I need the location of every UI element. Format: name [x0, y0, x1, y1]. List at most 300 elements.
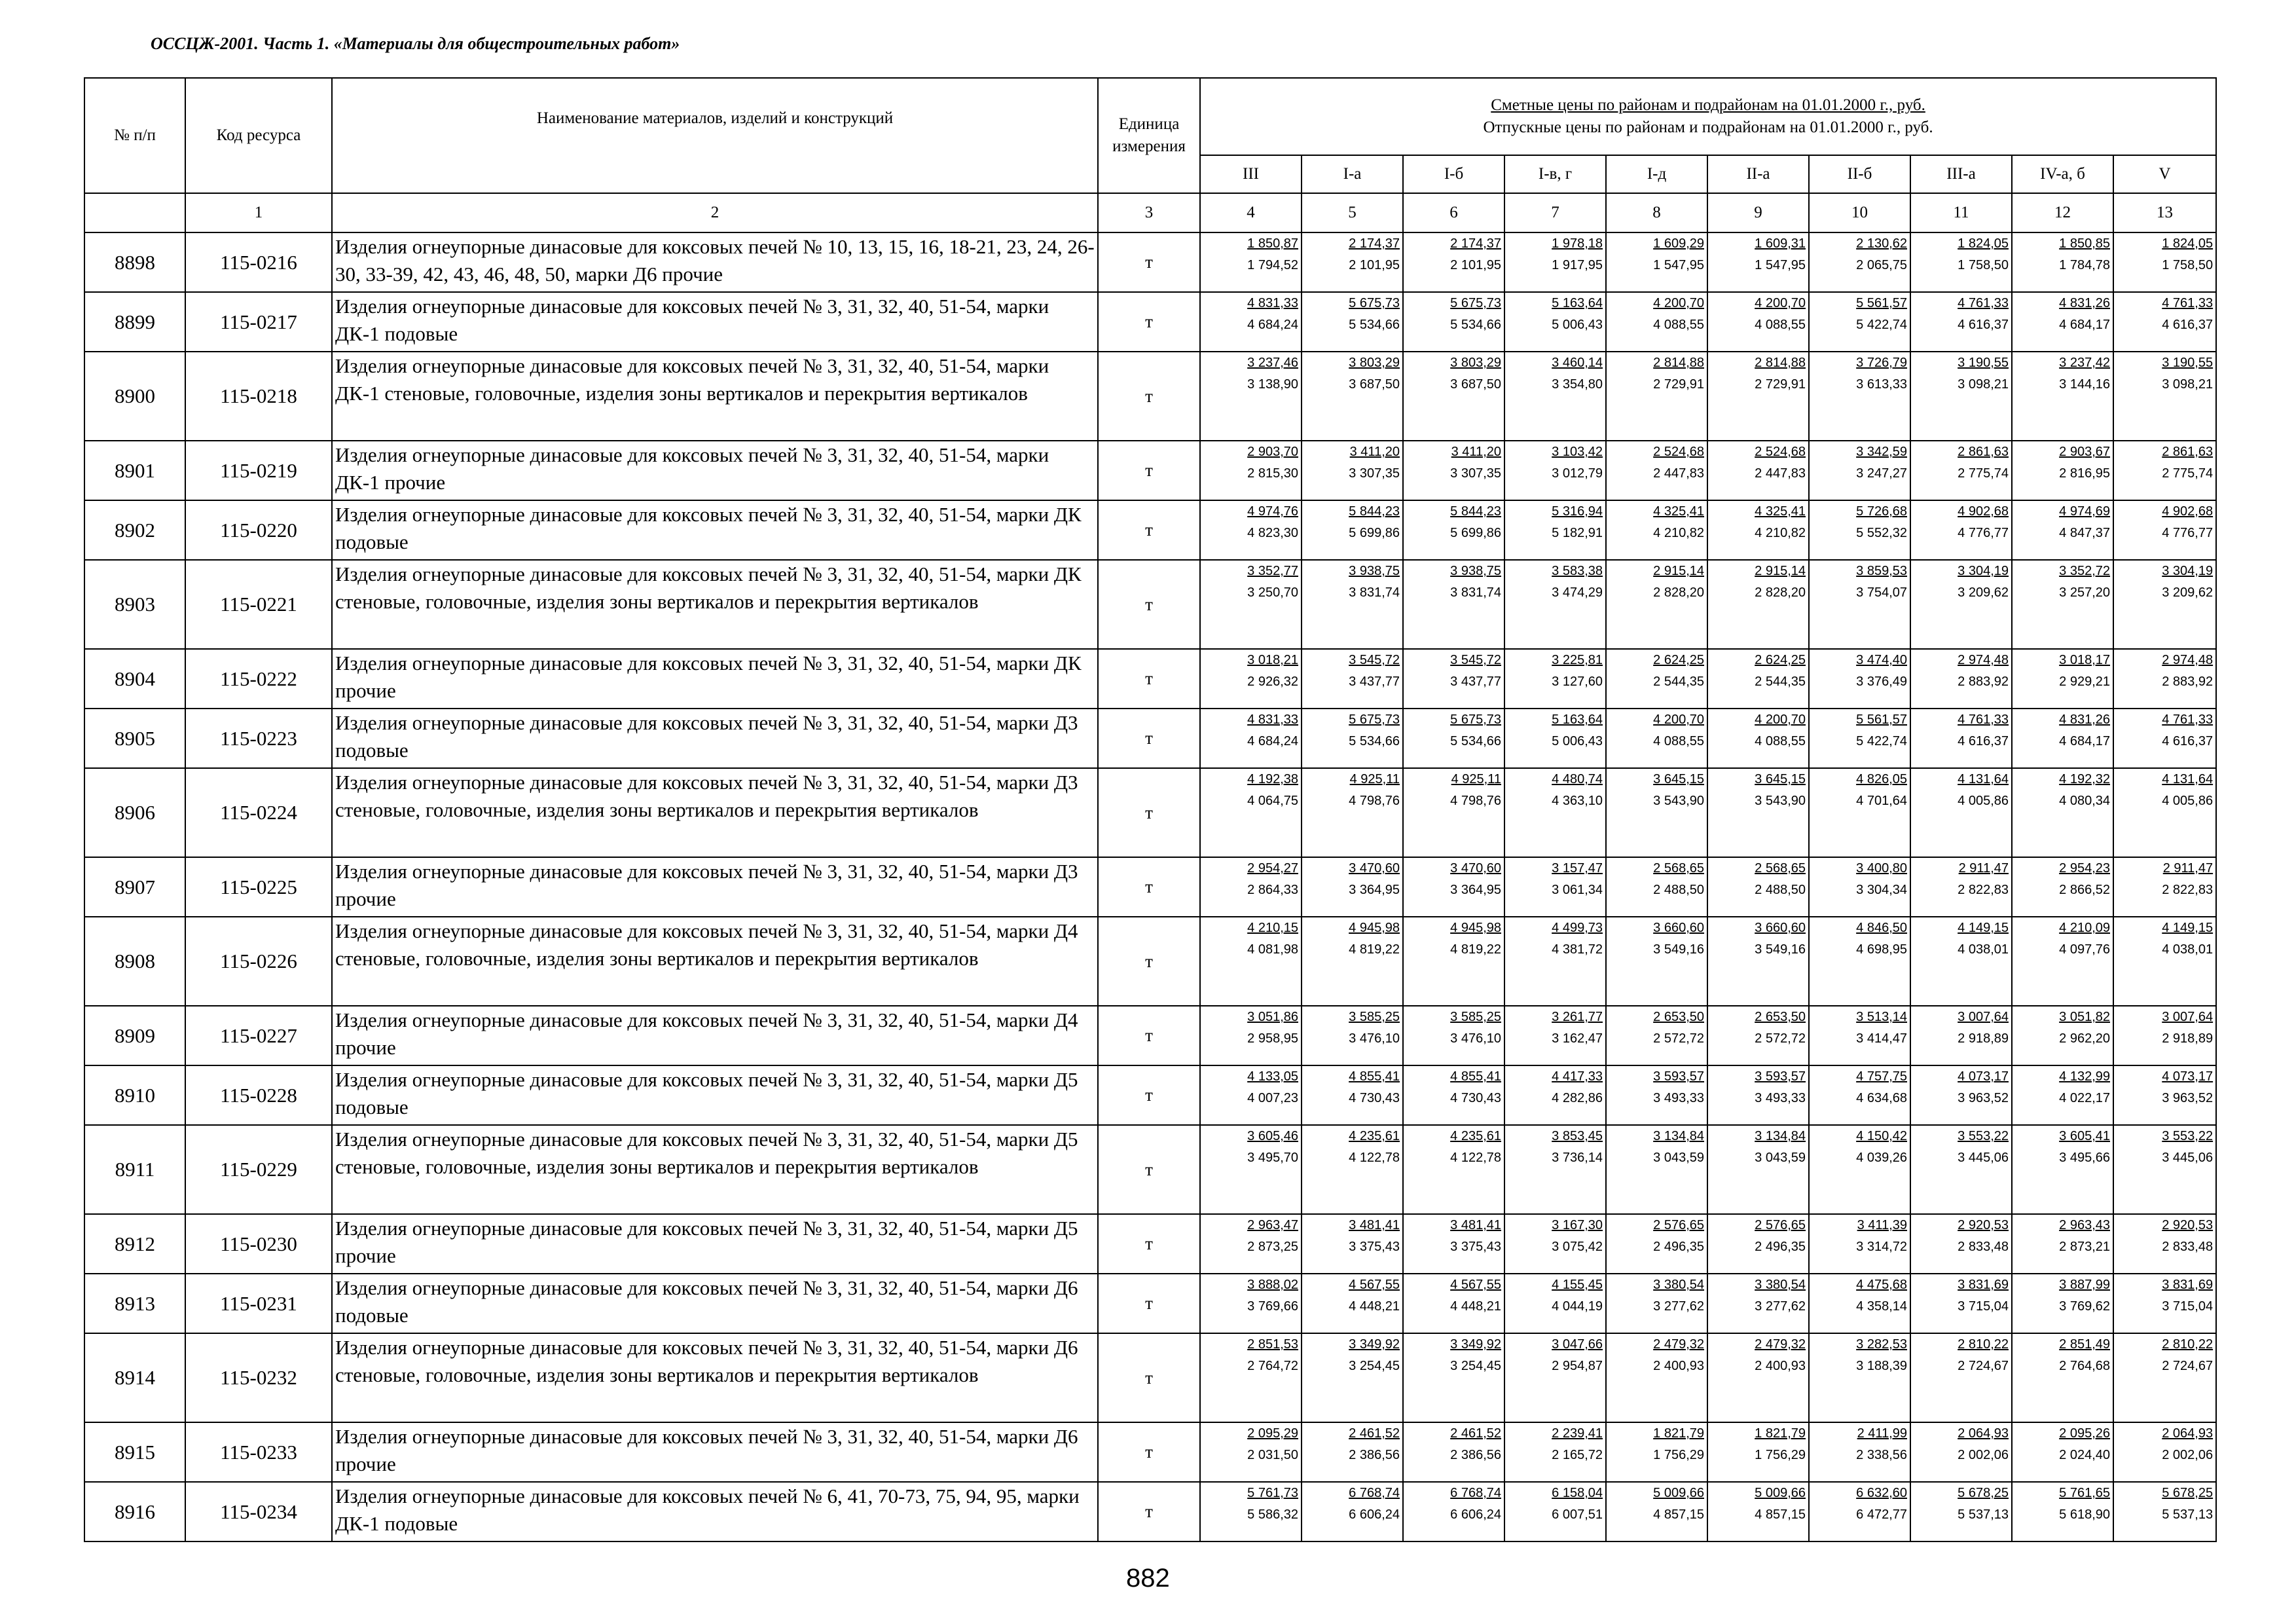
- price-cell: [1809, 1125, 1910, 1214]
- release-price: 4 038,01: [1958, 942, 2009, 957]
- release-price: 2 065,75: [1856, 258, 1907, 272]
- release-price: 6 606,24: [1349, 1507, 1400, 1522]
- price-cell: [1809, 1274, 1910, 1333]
- estimate-price: 2 064,93: [1958, 1426, 2009, 1441]
- estimate-price: 4 325,41: [1653, 504, 1704, 519]
- release-price: 4 210,82: [1653, 526, 1704, 540]
- release-price: 3 354,80: [1552, 377, 1603, 392]
- estimate-price: 4 974,76: [1247, 504, 1298, 519]
- price-cell: [1910, 649, 2012, 709]
- estimate-price: 4 567,55: [1450, 1278, 1501, 1292]
- estimate-price: 3 513,14: [1856, 1010, 1907, 1024]
- release-price: 2 873,25: [1247, 1240, 1298, 1254]
- row-number: 8908: [84, 917, 185, 1006]
- release-price: 5 699,86: [1450, 526, 1501, 540]
- release-price: 2 101,95: [1450, 258, 1501, 272]
- estimate-price: 5 009,66: [1653, 1486, 1704, 1500]
- estimate-price: 5 761,73: [1247, 1486, 1298, 1500]
- price-cell: [1910, 768, 2012, 857]
- release-price: 3 254,45: [1450, 1359, 1501, 1373]
- estimate-price: 3 349,92: [1349, 1337, 1400, 1352]
- release-price: 4 730,43: [1349, 1091, 1400, 1105]
- row-number: 8907: [84, 857, 185, 917]
- price-cell: [1707, 1333, 1809, 1422]
- estimate-price: 4 974,69: [2059, 504, 2110, 519]
- price-cell: [1403, 1422, 1504, 1482]
- estimate-price: 5 844,23: [1349, 504, 1400, 519]
- price-cell: [1910, 560, 2012, 649]
- estimate-price: 2 479,32: [1755, 1337, 1806, 1352]
- release-price: 2 002,06: [2162, 1448, 2214, 1462]
- release-price: 2 724,67: [2162, 1359, 2214, 1373]
- release-price: 4 798,76: [1349, 794, 1400, 808]
- release-price: 3 687,50: [1450, 377, 1501, 392]
- release-price: 5 534,66: [1349, 734, 1400, 748]
- column-number: 3: [1098, 193, 1200, 232]
- price-cell: [1910, 1214, 2012, 1274]
- price-cell: [1200, 1274, 1302, 1333]
- price-cell: [1809, 709, 1910, 768]
- estimate-price: 4 149,15: [2162, 921, 2214, 935]
- price-cell: [2113, 709, 2216, 768]
- price-cell: [1606, 1333, 1707, 1422]
- release-price: 2 866,52: [2059, 883, 2110, 897]
- price-cell: [1707, 441, 1809, 500]
- price-cell: [1200, 857, 1302, 917]
- estimate-price: 4 761,33: [1958, 712, 2009, 727]
- price-cell: [1403, 292, 1504, 352]
- estimate-price: 5 163,64: [1552, 712, 1603, 727]
- price-cell: [1910, 500, 2012, 560]
- column-number: 10: [1809, 193, 1910, 232]
- price-cell: [1606, 917, 1707, 1006]
- release-price: 4 282,86: [1552, 1091, 1603, 1105]
- estimate-price: 4 761,33: [2162, 296, 2214, 310]
- table-row: [84, 352, 2216, 441]
- price-cell: [1403, 768, 1504, 857]
- release-price: 3 375,43: [1450, 1240, 1501, 1254]
- price-cell: [2012, 1125, 2113, 1214]
- price-cell: [1910, 1125, 2012, 1214]
- price-cell: [2113, 1006, 2216, 1065]
- release-price: 2 165,72: [1552, 1448, 1603, 1462]
- release-price: 2 386,56: [1450, 1448, 1501, 1462]
- price-cell: [1302, 1482, 1403, 1541]
- table-row: [84, 500, 2216, 560]
- release-price: 4 007,23: [1247, 1091, 1298, 1105]
- resource-code: 115-0217: [185, 292, 332, 352]
- release-price: 4 122,78: [1349, 1151, 1400, 1165]
- unit: т: [1098, 857, 1200, 917]
- price-cell: [1910, 1422, 2012, 1482]
- estimate-price: 3 352,77: [1247, 564, 1298, 578]
- estimate-price: 3 167,30: [1552, 1218, 1603, 1232]
- release-price: 4 088,55: [1755, 318, 1806, 332]
- price-cell: [1403, 560, 1504, 649]
- estimate-price: 3 411,39: [1857, 1218, 1907, 1232]
- release-price: 3 437,77: [1450, 674, 1501, 689]
- release-price: 4 005,86: [1958, 794, 2009, 808]
- release-price: 3 687,50: [1349, 377, 1400, 392]
- release-price: 4 730,43: [1450, 1091, 1501, 1105]
- release-price: 3 715,04: [2162, 1299, 2214, 1314]
- release-price: 3 098,21: [2162, 377, 2214, 392]
- estimate-price: 3 282,53: [1856, 1337, 1907, 1352]
- release-price: 4 088,55: [1755, 734, 1806, 748]
- estimate-price: 6 632,60: [1856, 1486, 1907, 1500]
- price-cell: [2113, 1214, 2216, 1274]
- estimate-price: 3 645,15: [1653, 772, 1704, 786]
- price-cell: [1504, 1065, 1606, 1125]
- header-region: I-д: [1606, 155, 1707, 193]
- price-cell: [1504, 1333, 1606, 1422]
- estimate-price: 4 761,33: [1958, 296, 2009, 310]
- estimate-price: 4 945,98: [1450, 921, 1501, 935]
- estimate-price: 3 593,57: [1653, 1069, 1704, 1084]
- price-cell: [2012, 1333, 2113, 1422]
- price-cell: [1809, 1214, 1910, 1274]
- estimate-price: 2 576,65: [1653, 1218, 1704, 1232]
- header-name: Наименование материалов, изделий и конструкций: [332, 78, 1098, 193]
- estimate-price: 4 133,05: [1247, 1069, 1298, 1084]
- price-cell: [1910, 441, 2012, 500]
- estimate-price: 4 325,41: [1755, 504, 1806, 519]
- price-cell: [1504, 500, 1606, 560]
- header-region: II-б: [1809, 155, 1910, 193]
- release-price: 1 784,78: [2059, 258, 2110, 272]
- price-cell: [1606, 232, 1707, 292]
- row-number: 8909: [84, 1006, 185, 1065]
- price-cell: [2113, 857, 2216, 917]
- unit: т: [1098, 1274, 1200, 1333]
- material-name: Изделия огнеупорные динасовые для коксовых печей № 3, 31, 32, 40, 51-54, марки Д3 прочие: [332, 857, 1098, 917]
- price-cell: [1200, 352, 1302, 441]
- price-cell: [1809, 441, 1910, 500]
- release-price: 5 006,43: [1552, 734, 1603, 748]
- estimate-price: 2 624,25: [1653, 653, 1704, 667]
- release-price: 1 917,95: [1552, 258, 1603, 272]
- estimate-price: 3 380,54: [1755, 1278, 1806, 1292]
- price-cell: [1200, 649, 1302, 709]
- estimate-price: 3 007,64: [2162, 1010, 2214, 1024]
- resource-code: 115-0228: [185, 1065, 332, 1125]
- release-price: 4 819,22: [1349, 942, 1400, 957]
- resource-code: 115-0222: [185, 649, 332, 709]
- row-number: 8904: [84, 649, 185, 709]
- price-cell: [2012, 352, 2113, 441]
- price-cell: [1809, 917, 1910, 1006]
- price-cell: [1606, 292, 1707, 352]
- price-cell: [1707, 1125, 1809, 1214]
- price-cell: [1707, 1274, 1809, 1333]
- price-cell: [2113, 1333, 2216, 1422]
- price-cell: [1302, 649, 1403, 709]
- release-price: 2 386,56: [1349, 1448, 1400, 1462]
- estimate-price: 2 903,70: [1247, 445, 1298, 459]
- column-number: 5: [1302, 193, 1403, 232]
- estimate-price: 3 474,40: [1856, 653, 1907, 667]
- price-cell: [1910, 352, 2012, 441]
- release-price: 4 022,17: [2059, 1091, 2110, 1105]
- price-cell: [2113, 1422, 2216, 1482]
- estimate-price: 3 803,29: [1349, 356, 1400, 370]
- release-price: 2 544,35: [1653, 674, 1704, 689]
- price-cell: [2012, 500, 2113, 560]
- estimate-price: 3 481,41: [1349, 1218, 1400, 1232]
- price-cell: [1910, 1333, 2012, 1422]
- price-cell: [2113, 1274, 2216, 1333]
- estimate-price: 3 349,92: [1450, 1337, 1501, 1352]
- release-price: 3 364,95: [1450, 883, 1501, 897]
- price-cell: [1403, 1214, 1504, 1274]
- price-cell: [1200, 500, 1302, 560]
- material-name: Изделия огнеупорные динасовые для коксовых печей № 3, 31, 32, 40, 51-54, марки ДК-1 подовые: [332, 292, 1098, 352]
- column-number: 2: [332, 193, 1098, 232]
- release-price: 3 043,59: [1755, 1151, 1806, 1165]
- release-price: 4 081,98: [1247, 942, 1298, 957]
- price-cell: [1707, 500, 1809, 560]
- release-price: 4 088,55: [1653, 318, 1704, 332]
- resource-code: 115-0234: [185, 1482, 332, 1541]
- price-cell: [1707, 1006, 1809, 1065]
- release-price: 3 476,10: [1450, 1031, 1501, 1046]
- release-price: 2 729,91: [1653, 377, 1704, 392]
- release-price: 3 247,27: [1856, 466, 1907, 481]
- price-cell: [1504, 352, 1606, 441]
- release-price: 5 537,13: [1958, 1507, 2009, 1522]
- unit: т: [1098, 917, 1200, 1006]
- release-price: 2 883,92: [1958, 674, 2009, 689]
- estimate-price: 3 157,47: [1552, 861, 1603, 876]
- price-cell: [1707, 649, 1809, 709]
- table-row: [84, 649, 2216, 709]
- estimate-price: 2 851,49: [2059, 1337, 2110, 1352]
- estimate-price: 6 768,74: [1349, 1486, 1400, 1500]
- estimate-price: 2 576,65: [1755, 1218, 1806, 1232]
- estimate-price: 2 624,25: [1755, 653, 1806, 667]
- release-price: 3 445,06: [1958, 1151, 2009, 1165]
- release-price: 3 493,33: [1653, 1091, 1704, 1105]
- estimate-price: 5 561,57: [1856, 712, 1907, 727]
- row-number: 8902: [84, 500, 185, 560]
- table-row: [84, 292, 2216, 352]
- estimate-price: 3 585,25: [1450, 1010, 1501, 1024]
- release-price: 4 448,21: [1450, 1299, 1501, 1314]
- price-cell: [1403, 1482, 1504, 1541]
- price-cell: [1809, 292, 1910, 352]
- table-row: [84, 917, 2216, 1006]
- price-cell: [1302, 768, 1403, 857]
- price-cell: [2012, 292, 2113, 352]
- release-price: 5 534,66: [1450, 318, 1501, 332]
- release-price: 3 736,14: [1552, 1151, 1603, 1165]
- price-cell: [2012, 649, 2113, 709]
- release-price: 3 769,66: [1247, 1299, 1298, 1314]
- resource-code: 115-0220: [185, 500, 332, 560]
- release-price: 3 209,62: [2162, 585, 2214, 600]
- price-cell: [1910, 1065, 2012, 1125]
- row-number: 8898: [84, 232, 185, 292]
- price-cell: [1606, 768, 1707, 857]
- release-price: 3 613,33: [1856, 377, 1907, 392]
- release-price: 2 815,30: [1247, 466, 1298, 481]
- release-price: 2 918,89: [2162, 1031, 2214, 1046]
- estimate-price: 4 826,05: [1856, 772, 1907, 786]
- estimate-price: 5 844,23: [1450, 504, 1501, 519]
- price-cell: [1302, 441, 1403, 500]
- estimate-price: 3 803,29: [1450, 356, 1501, 370]
- row-number: 8901: [84, 441, 185, 500]
- column-number: 1: [185, 193, 332, 232]
- release-price: 2 816,95: [2059, 466, 2110, 481]
- release-price: 5 422,74: [1856, 734, 1907, 748]
- material-name: Изделия огнеупорные динасовые для коксовых печей № 6, 41, 70-73, 75, 94, 95, марки ДК-1 подовые: [332, 1482, 1098, 1541]
- estimate-price: 4 073,17: [1958, 1069, 2009, 1084]
- estimate-price: 5 163,64: [1552, 296, 1603, 310]
- estimate-price: 3 470,60: [1349, 861, 1400, 876]
- estimate-price: 5 561,57: [1856, 296, 1907, 310]
- estimate-price: 4 073,17: [2162, 1069, 2214, 1084]
- release-price: 2 962,20: [2059, 1031, 2110, 1046]
- release-price: 2 488,50: [1755, 883, 1806, 897]
- estimate-price: 2 095,26: [2059, 1426, 2110, 1441]
- estimate-price: 3 018,21: [1247, 653, 1298, 667]
- release-price: 3 754,07: [1856, 585, 1907, 600]
- price-cell: [1504, 1482, 1606, 1541]
- release-price: 2 775,74: [2162, 466, 2214, 481]
- price-cell: [2012, 1422, 2113, 1482]
- estimate-price: 2 920,53: [2162, 1218, 2214, 1232]
- price-cell: [1403, 857, 1504, 917]
- price-cell: [1302, 1333, 1403, 1422]
- price-cell: [1707, 917, 1809, 1006]
- release-price: 3 307,35: [1349, 466, 1400, 481]
- estimate-price: 5 678,25: [1958, 1486, 2009, 1500]
- estimate-price: 5 675,73: [1349, 296, 1400, 310]
- header-num: № п/п: [84, 78, 185, 193]
- release-price: 4 776,77: [2162, 526, 2214, 540]
- release-price: 3 098,21: [1958, 377, 2009, 392]
- release-price: 3 414,47: [1856, 1031, 1907, 1046]
- estimate-price: 4 925,11: [1451, 772, 1501, 786]
- estimate-price: 3 545,72: [1450, 653, 1501, 667]
- release-price: 3 437,77: [1349, 674, 1400, 689]
- release-price: 2 822,83: [1958, 883, 2009, 897]
- estimate-price: 2 814,88: [1653, 356, 1704, 370]
- estimate-price: 2 461,52: [1450, 1426, 1501, 1441]
- resource-code: 115-0231: [185, 1274, 332, 1333]
- release-price: 1 758,50: [2162, 258, 2214, 272]
- price-cell: [1809, 768, 1910, 857]
- price-table: [84, 77, 2217, 1542]
- material-name: Изделия огнеупорные динасовые для коксовых печей № 3, 31, 32, 40, 51-54, марки Д6 прочие: [332, 1422, 1098, 1482]
- price-cell: [1200, 1422, 1302, 1482]
- resource-code: 115-0216: [185, 232, 332, 292]
- resource-code: 115-0230: [185, 1214, 332, 1274]
- price-cell: [2012, 1482, 2113, 1541]
- price-cell: [2113, 232, 2216, 292]
- release-price: 4 097,76: [2059, 942, 2110, 957]
- estimate-price: 2 911,47: [1958, 861, 2009, 876]
- price-cell: [1504, 1006, 1606, 1065]
- header-region: IV-а, б: [2012, 155, 2113, 193]
- estimate-price: 1 850,87: [1247, 236, 1298, 251]
- release-price: 3 549,16: [1755, 942, 1806, 957]
- release-price: 4 819,22: [1450, 942, 1501, 957]
- release-price: 2 954,87: [1552, 1359, 1603, 1373]
- release-price: 2 764,68: [2059, 1359, 2110, 1373]
- release-price: 3 162,47: [1552, 1031, 1603, 1046]
- estimate-price: 3 134,84: [1755, 1129, 1806, 1143]
- release-price: 2 031,50: [1247, 1448, 1298, 1462]
- release-price: 5 182,91: [1552, 526, 1603, 540]
- price-cell: [2113, 1065, 2216, 1125]
- price-cell: [2113, 352, 2216, 441]
- price-cell: [1302, 857, 1403, 917]
- unit: т: [1098, 560, 1200, 649]
- unit: т: [1098, 649, 1200, 709]
- estimate-price: 3 190,55: [1958, 356, 2009, 370]
- release-price: 4 039,26: [1856, 1151, 1907, 1165]
- release-price: 3 061,34: [1552, 883, 1603, 897]
- release-price: 3 376,49: [1856, 674, 1907, 689]
- release-price: 3 277,62: [1755, 1299, 1806, 1314]
- price-cell: [1809, 352, 1910, 441]
- price-cell: [1200, 1214, 1302, 1274]
- estimate-price: 2 174,37: [1349, 236, 1400, 251]
- estimate-price: 5 675,73: [1450, 712, 1501, 727]
- estimate-price: 2 064,93: [2162, 1426, 2214, 1441]
- estimate-price: 3 190,55: [2162, 356, 2214, 370]
- release-price: 3 495,70: [1247, 1151, 1298, 1165]
- estimate-price: 3 831,69: [2162, 1278, 2214, 1292]
- price-cell: [1302, 917, 1403, 1006]
- price-cell: [1504, 232, 1606, 292]
- price-cell: [1606, 560, 1707, 649]
- row-number: 8916: [84, 1482, 185, 1541]
- price-cell: [1606, 1006, 1707, 1065]
- estimate-price: 3 304,19: [2162, 564, 2214, 578]
- estimate-price: 2 814,88: [1755, 356, 1806, 370]
- unit: т: [1098, 1065, 1200, 1125]
- estimate-price: 2 903,67: [2059, 445, 2110, 459]
- release-price: 4 381,72: [1552, 942, 1603, 957]
- price-cell: [1403, 917, 1504, 1006]
- estimate-price: 3 400,80: [1856, 861, 1907, 876]
- estimate-price: 4 149,15: [1958, 921, 2009, 935]
- estimate-price: 3 411,20: [1451, 445, 1501, 459]
- price-cell: [2012, 709, 2113, 768]
- price-cell: [1707, 232, 1809, 292]
- release-price: 3 495,66: [2059, 1151, 2110, 1165]
- price-cell: [2012, 1006, 2113, 1065]
- estimate-price: 5 675,73: [1349, 712, 1400, 727]
- estimate-price: 4 200,70: [1755, 712, 1806, 727]
- price-cell: [1910, 709, 2012, 768]
- table-row: [84, 1333, 2216, 1422]
- release-price: 2 918,89: [1958, 1031, 2009, 1046]
- row-number: 8903: [84, 560, 185, 649]
- release-price: 2 833,48: [1958, 1240, 2009, 1254]
- release-price: 5 537,13: [2162, 1507, 2214, 1522]
- estimate-price: 3 051,82: [2059, 1010, 2110, 1024]
- estimate-price: 4 567,55: [1349, 1278, 1400, 1292]
- estimate-price: 2 963,47: [1247, 1218, 1298, 1232]
- price-cell: [1200, 768, 1302, 857]
- price-cell: [1707, 352, 1809, 441]
- price-cell: [1403, 441, 1504, 500]
- material-name: Изделия огнеупорные динасовые для коксовых печей № 3, 31, 32, 40, 51-54, марки ДК стеновые, головочные, изделия зоны вертикалов и перекрытия вертикалов: [332, 560, 1098, 649]
